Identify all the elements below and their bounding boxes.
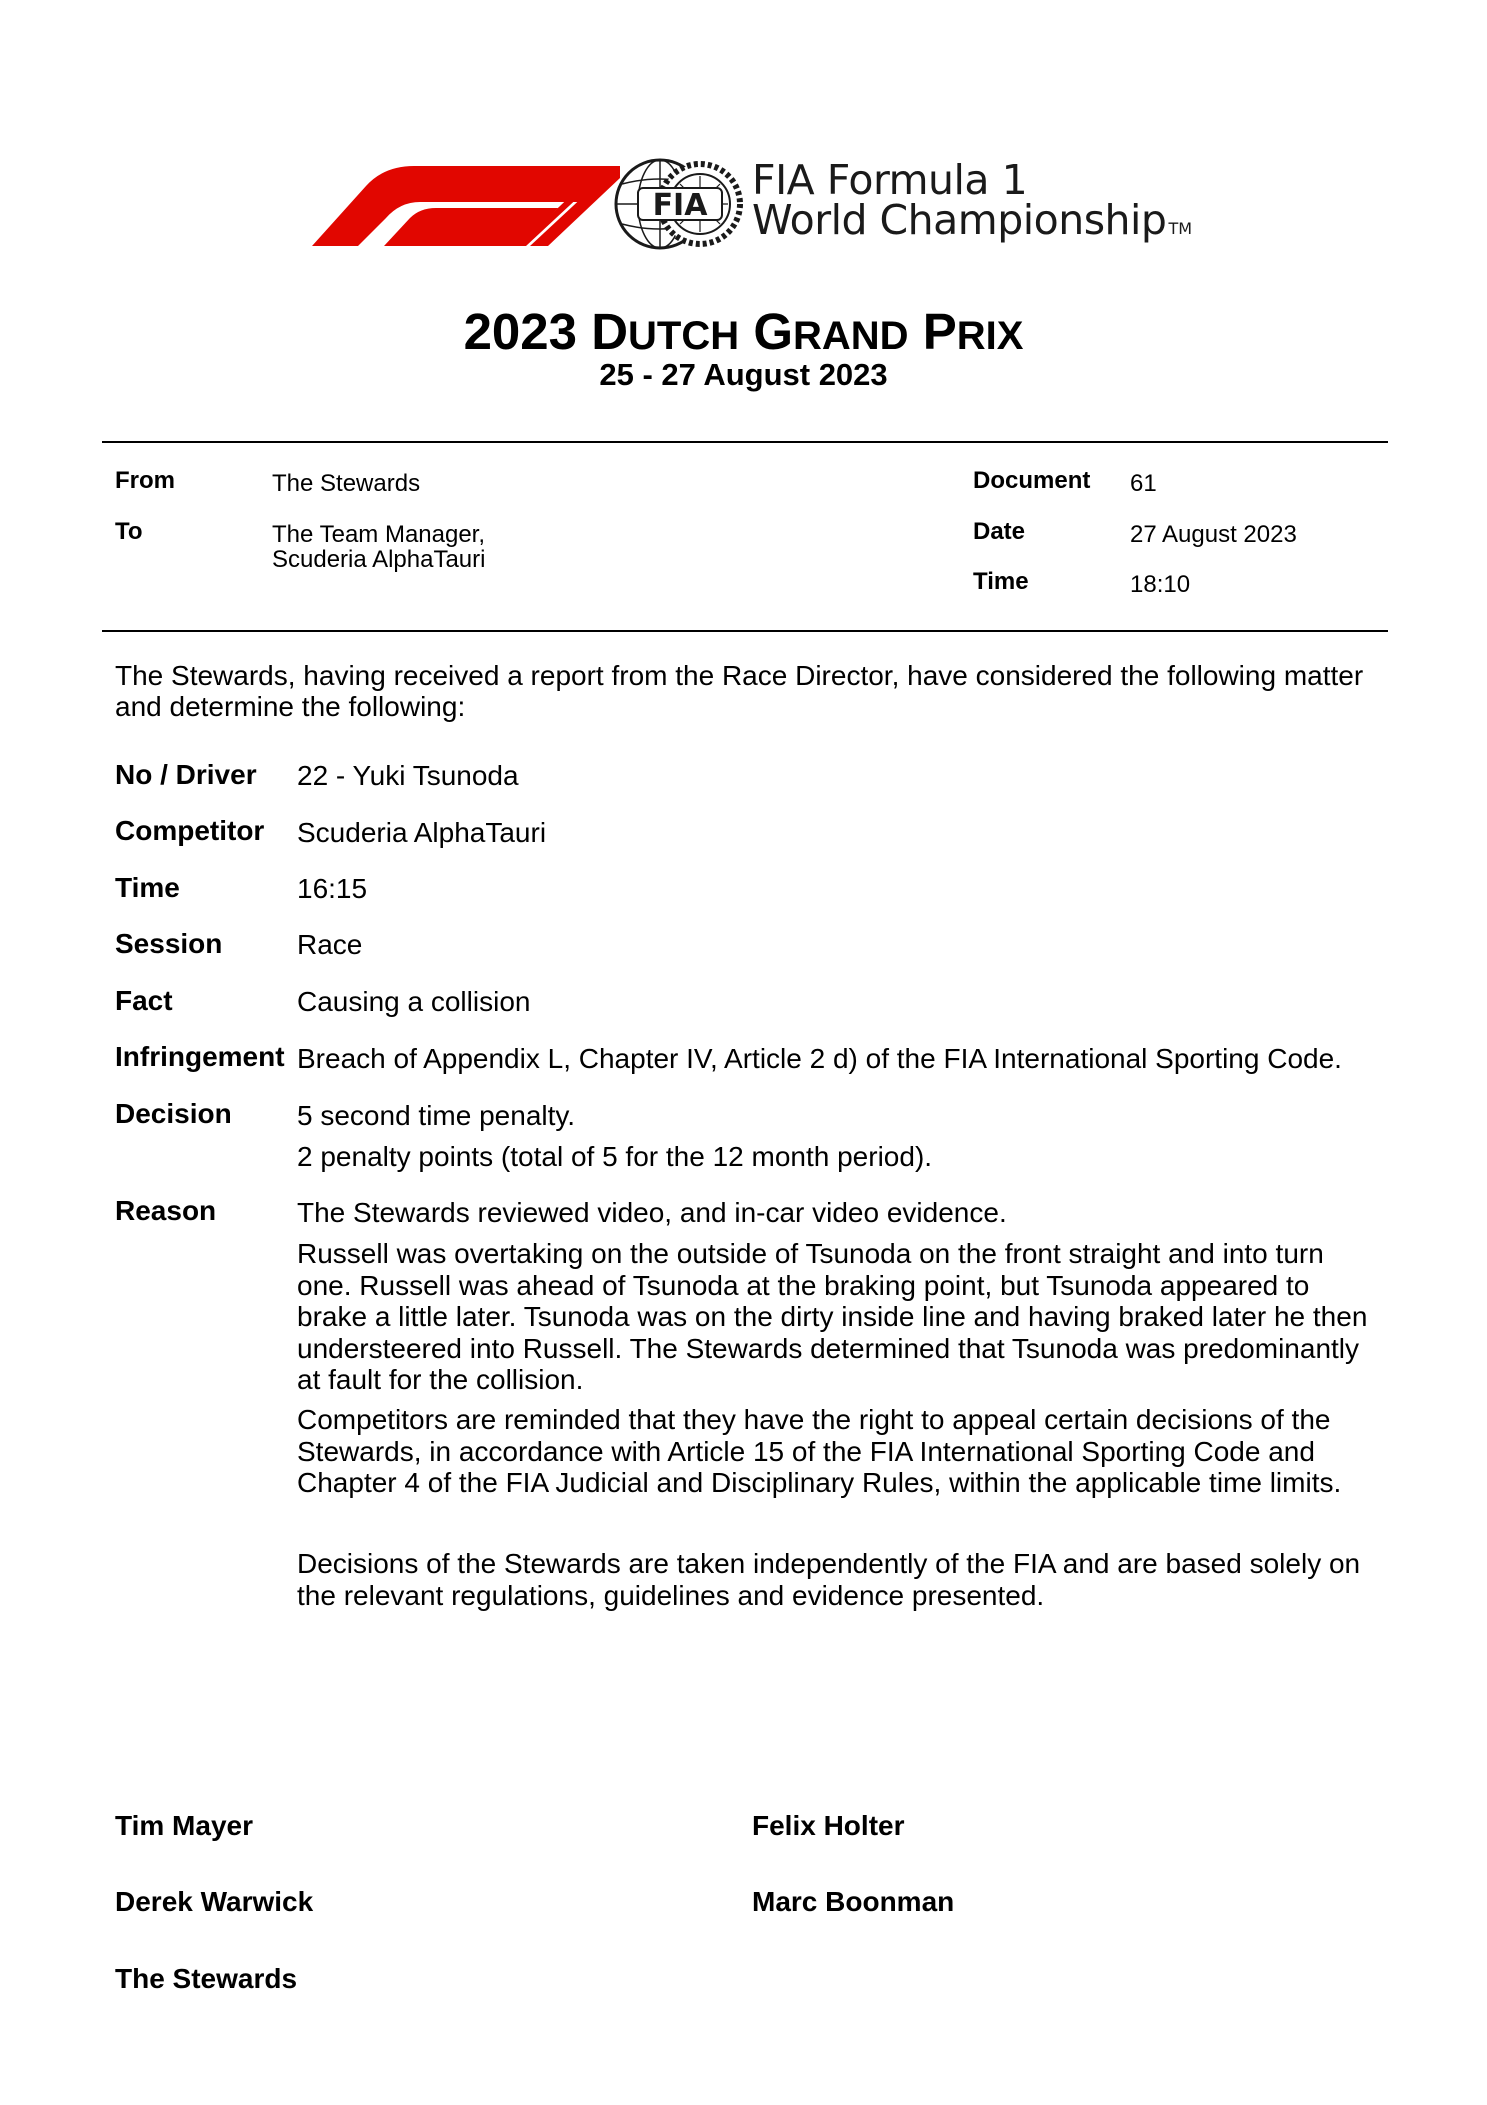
stewards-footer: The Stewards bbox=[115, 1963, 298, 1994]
reason-paragraph-1: The Stewards reviewed video, and in-car video evidence. bbox=[297, 1197, 1007, 1228]
fact-label: Fact bbox=[115, 985, 173, 1016]
time-label: Time bbox=[973, 568, 1029, 595]
event-title: 2023 DUTCH GRAND PRIX bbox=[463, 303, 1024, 360]
reason-label: Reason bbox=[115, 1195, 217, 1226]
header-logo-block bbox=[312, 154, 1212, 254]
f1-logo-icon bbox=[312, 162, 620, 246]
document-value: 61 bbox=[1130, 470, 1157, 497]
svg-text:FIA: FIA bbox=[652, 188, 708, 223]
incident-time-value: 16:15 bbox=[297, 873, 368, 904]
event-dates: 25 - 27 August 2023 bbox=[599, 357, 888, 392]
date-value: 27 August 2023 bbox=[1130, 521, 1297, 548]
top-divider bbox=[102, 441, 1388, 443]
infringement-label: Infringement bbox=[115, 1041, 285, 1072]
session-label: Session bbox=[115, 928, 223, 959]
decision-label: Decision bbox=[115, 1098, 232, 1129]
fact-value: Causing a collision bbox=[297, 986, 531, 1017]
decision-line2: 2 penalty points (total of 5 for the 12 month period). bbox=[297, 1141, 933, 1172]
to-label: To bbox=[115, 518, 143, 545]
intro-paragraph: The Stewards, having received a report from the Race Director, have considered the following matter and determine the following: bbox=[115, 660, 1364, 722]
steward-signature-3: Derek Warwick bbox=[115, 1886, 314, 1917]
date-label: Date bbox=[973, 518, 1026, 545]
championship-wordmark bbox=[752, 156, 1193, 249]
from-value: The Stewards bbox=[272, 470, 421, 497]
driver-value: 22 - Yuki Tsunoda bbox=[297, 760, 519, 791]
reason-paragraph-2: Russell was overtaking on the outside of Tsunoda on the front straight and into turn one. Russell was ahead of Tsunoda at the braking point, but Tsunoda appeared to brake a little later. Tsunoda was on the dirty inside line and having braked later he then understeered into Russell. The Stewards determined that Tsunoda was predominantly at fault for the collision. bbox=[297, 1238, 1368, 1395]
competitor-label: Competitor bbox=[115, 815, 265, 846]
steward-signature-2: Felix Holter bbox=[752, 1810, 905, 1841]
session-value: Race bbox=[297, 929, 363, 960]
steward-signature-4: Marc Boonman bbox=[752, 1886, 955, 1917]
incident-time-label: Time bbox=[115, 872, 180, 903]
wordmark-line2: World Championship bbox=[752, 196, 1167, 244]
reason-paragraph-3: Competitors are reminded that they have the right to appeal certain decisions of the Stewards, in accordance with Article 15 of the FIA International Sporting Code and Chapter 4 of the FIA Judicial and Disciplinary Rules, within the applicable time limits. bbox=[297, 1404, 1342, 1498]
driver-label: No / Driver bbox=[115, 759, 257, 790]
steward-signature-1: Tim Mayer bbox=[115, 1810, 253, 1841]
trademark-symbol: TM bbox=[1168, 219, 1193, 238]
wordmark-line1: FIA Formula 1 bbox=[752, 156, 1028, 204]
reason-paragraph-4: Decisions of the Stewards are taken independently of the FIA and are based solely on the relevant regulations, guidelines and evidence presented. bbox=[297, 1548, 1361, 1611]
to-value-line1: The Team Manager, bbox=[272, 521, 486, 548]
decision-line1: 5 second time penalty. bbox=[297, 1100, 576, 1131]
document-label: Document bbox=[973, 467, 1091, 494]
infringement-value: Breach of Appendix L, Chapter IV, Article 2 d) of the FIA International Sporting Code. bbox=[297, 1043, 1342, 1074]
bottom-divider bbox=[102, 630, 1388, 632]
from-label: From bbox=[115, 467, 175, 494]
time-value: 18:10 bbox=[1130, 571, 1191, 598]
fia-emblem-icon bbox=[614, 154, 746, 254]
competitor-value: Scuderia AlphaTauri bbox=[297, 817, 547, 848]
to-value-line2: Scuderia AlphaTauri bbox=[272, 546, 486, 573]
